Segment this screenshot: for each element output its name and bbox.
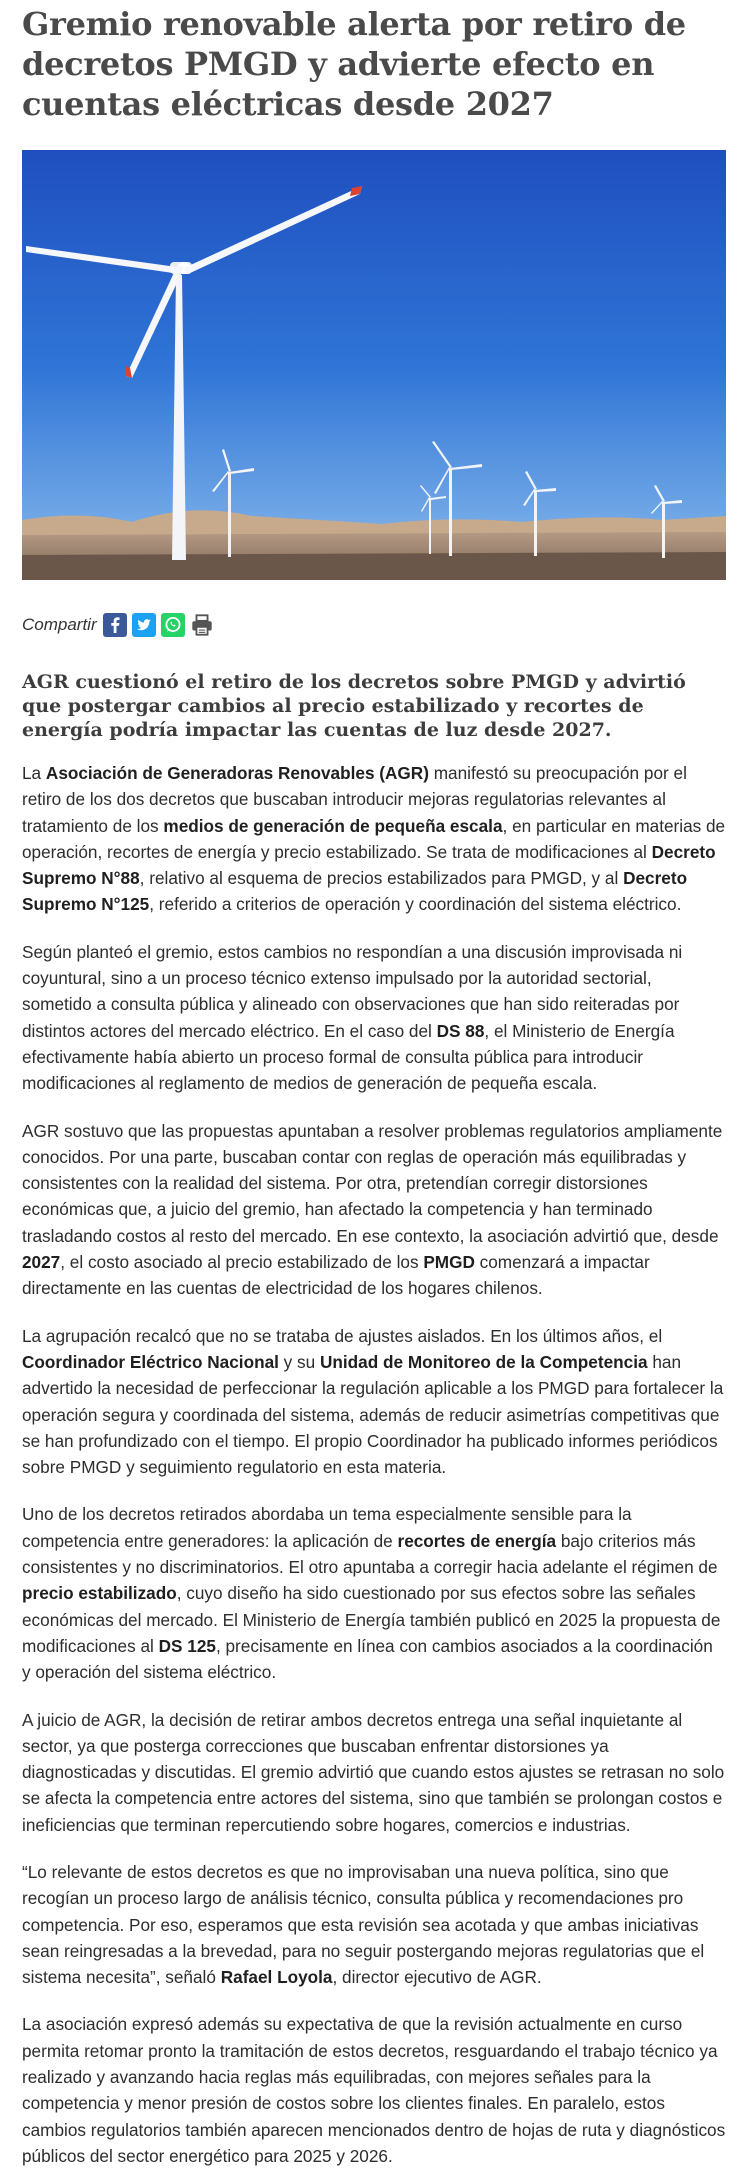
article-paragraph: [22, 1323, 726, 1481]
paragraph-text: , precisamente en línea con cambios asociados a la coordinación y operación del sistema eléctrico.: [22, 1635, 713, 1683]
paragraph-text: bajo criterios más consistentes y no discriminatorios. El otro apuntaba a corregir hacia adelante el régimen de: [22, 1530, 718, 1578]
paragraph-text: , el Ministerio de Energía efectivamente había abierto un proceso formal de consulta pública para introducir modificaciones al reglamento de medios de generación de pequeña escala.: [22, 1020, 675, 1094]
article-paragraph: [22, 2011, 726, 2169]
paragraph-text: Uno de los decretos retirados abordaba un tema especialmente sensible para la competencia entre generadores: la aplicación de: [22, 1504, 632, 1551]
paragraph-text: comenzará a impactar directamente en las cuentas de electricidad de los hogares chilenos.: [22, 1252, 650, 1299]
paragraph-text: , relativo al esquema de precios estabilizados para PMGD, y al: [139, 868, 624, 889]
article-paragraph: [22, 1501, 726, 1685]
bold-text: Decreto Supremo N°88: [22, 841, 716, 889]
paragraph-text: A juicio de AGR, la decisión de retirar ambos decretos entrega una señal inquietante al sector, ya que posterga correcciones que buscaban enfrentar distorsiones ya diagnosticadas y discutidas. El gremio advirtió que cuando estos ajustes se retrasan no solo se afecta la competencia entre actores del sistema, sino que también se prolongan costos e ineficiencias que terminan repercutiendo sobre hogares, comercios e industrias.: [22, 1709, 725, 1835]
share-label: Compartir: [22, 615, 97, 634]
paragraph-text: , referido a criterios de operación y coordinación del sistema eléctrico.: [149, 894, 682, 915]
bold-text: Decreto Supremo N°125: [22, 868, 688, 915]
hero-image: [22, 150, 726, 580]
article-subtitle: AGR cuestionó el retiro de los decretos sobre PMGD y advirtió que postergar cambios al precio estabilizado y recortes de energía podría impactar las cuentas de luz desde 2027.: [22, 671, 686, 741]
article-paragraph: [22, 1707, 726, 1838]
paragraph-text: y su: [278, 1351, 320, 1372]
bold-text: Coordinador Eléctrico Nacional: [22, 1351, 279, 1372]
bold-text: PMGD: [423, 1252, 475, 1273]
paragraph-text: manifestó su preocupación por el retiro de los dos decretos que buscaban introducir mejoras regulatorias relevantes al tratamiento de los: [22, 763, 687, 836]
bold-text: DS 125: [158, 1635, 216, 1656]
bold-text: Unidad de Monitoreo de la Competencia: [319, 1351, 648, 1372]
paragraph-text: La asociación expresó además su expectativa de que la revisión actualmente en curso permita retomar pronto la tramitación de estos decretos, resguardando el trabajo técnico ya realizado y avanzando hacia reglas más equilibradas, con mejores señales para la competencia y menor presión de costos sobre los clientes finales. En paralelo, estos cambios regulatorios también aparecen mencionados dentro de hojas de ruta y diagnósticos públicos del sector energético para 2025 y 2026.: [22, 2014, 726, 2166]
bold-text: precio estabilizado: [22, 1583, 177, 1604]
bold-text: medios de generación de pequeña escala: [163, 815, 503, 836]
bold-text: DS 88: [436, 1020, 485, 1041]
paragraph-text: , en particular en materias de operación, recortes de energía y precio estabilizado. Se trata de modificaciones al: [22, 815, 726, 862]
article-paragraph: [22, 939, 726, 1097]
paragraph-text: La agrupación recalcó que no se trataba de ajustes aislados. En los últimos años, el: [22, 1325, 663, 1346]
whatsapp-icon[interactable]: [161, 613, 185, 637]
paragraph-text: AGR sostuvo que las propuestas apuntaban a resolver problemas regulatorios ampliamente conocidos. Por una parte, buscaban contar con reglas de operación más equilibradas y consistentes con la realidad del sistema. Por otra, pretendían corregir distorsiones económicas que, a juicio del gremio, han afectado la competencia y han terminado trasladando costos al resto del mercado. En ese contexto, la asociación advirtió que, desde: [22, 1120, 723, 1246]
twitter-icon[interactable]: [132, 613, 156, 637]
share-bar: [22, 610, 726, 640]
paragraph-text: “Lo relevante de estos decretos es que no improvisaban una nueva política, sino que recogían un proceso largo de análisis técnico, consulta pública y recomendaciones pro competencia. Por eso, esperamos que esta revisión sea acotada y que ambas iniciativas sean reingresadas a la brevedad, para no seguir postergando mejoras regulatorias que el sistema necesita”, señaló: [22, 1861, 705, 1988]
facebook-icon[interactable]: [103, 613, 127, 637]
paragraph-text: La: [22, 763, 46, 783]
print-icon[interactable]: [190, 613, 214, 637]
bold-text: Asociación de Generadoras Renovables (AGR): [45, 763, 429, 783]
paragraph-text: , el costo asociado al precio estabilizado de los: [60, 1252, 424, 1273]
article-paragraph: [22, 1859, 726, 1990]
article-paragraph: [22, 1118, 726, 1302]
article-title: Gremio renovable alerta por retiro de decretos PMGD y advierte efecto en cuentas eléctricas desde 2027: [22, 5, 686, 123]
bold-text: recortes de energía: [397, 1530, 557, 1551]
bold-text: Rafael Loyola: [220, 1967, 333, 1988]
bold-text: 2027: [22, 1252, 61, 1273]
paragraph-text: , cuyo diseño ha sido cuestionado por sus efectos sobre las señales económicas del mercado. El Ministerio de Energía también publicó en 2025 la propuesta de modificaciones al: [22, 1583, 721, 1656]
article-paragraph: [22, 760, 726, 918]
paragraph-text: Según planteó el gremio, estos cambios no respondían a una discusión improvisada ni coyuntural, sino a un proceso técnico extenso impulsado por la autoridad sectorial, sometido a consulta pública y alineado con observaciones que han sido reiteradas por distintos actores del mercado eléctrico. En el caso del: [22, 941, 683, 1041]
article-body: [22, 760, 726, 2169]
paragraph-text: , director ejecutivo de AGR.: [332, 1967, 542, 1988]
paragraph-text: han advertido la necesidad de perfeccionar la regulación aplicable a los PMGD para fortalecer la operación segura y coordinada del sistema, además de reducir asimetrías competitivas que se han profundizado con el tiempo. El propio Coordinador ha publicado informes periódicos sobre PMGD y seguimiento regulatorio en esta materia.: [22, 1351, 724, 1478]
